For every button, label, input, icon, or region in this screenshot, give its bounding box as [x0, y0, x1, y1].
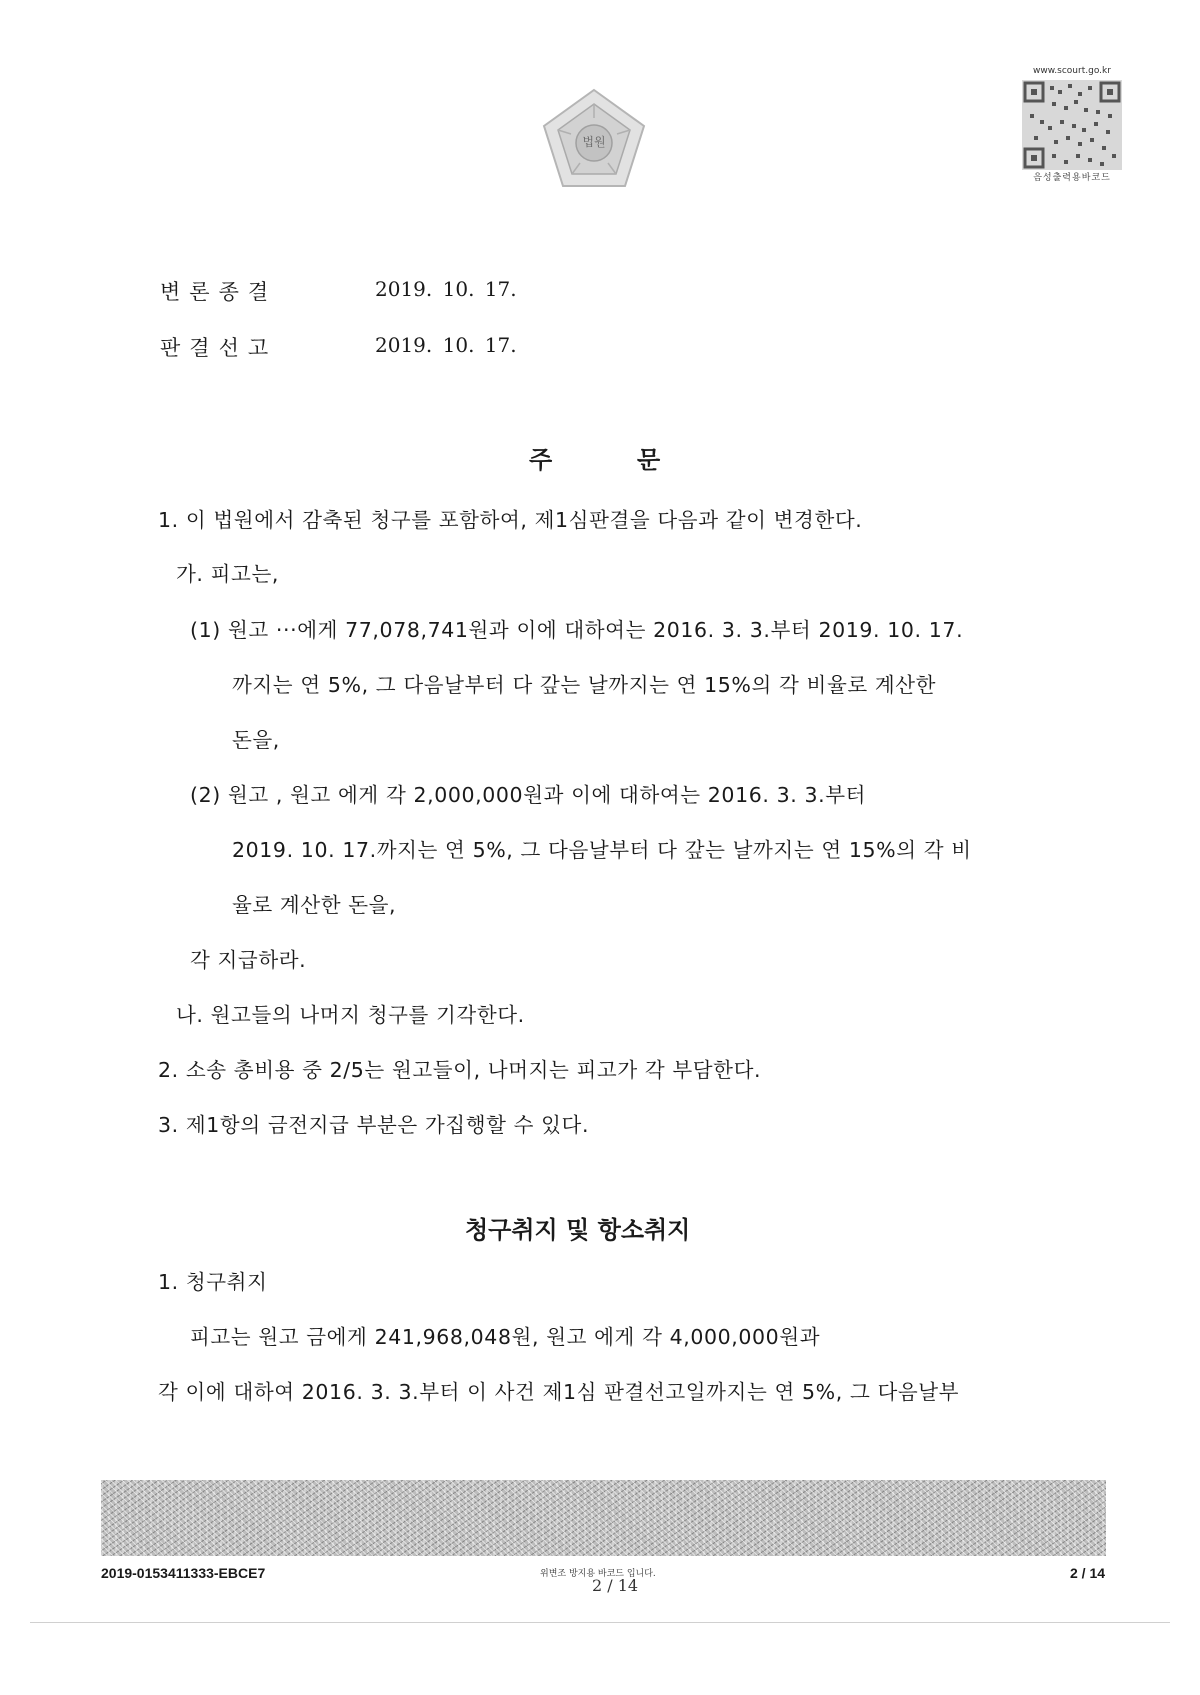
claims-line-1: 피고는 원고 금에게 241,968,048원, 원고 에게 각 4,000,000원과 [190, 1325, 821, 1349]
jumun-line-ga: 가. 피고는, [176, 562, 279, 586]
qr-code-pattern [1022, 80, 1122, 170]
jumun-line-1-1b: 까지는 연 5%, 그 다음날부터 다 갚는 날까지는 연 15%의 각 비율로 계산한 [232, 673, 937, 697]
jumun-line-3: 3. 제1항의 금전지급 부분은 가집행할 수 있다. [158, 1113, 590, 1137]
meta-label-closing: 변론종결 [160, 280, 278, 304]
jumun-line-1: 1. 이 법원에서 감축된 청구를 포함하여, 제1심판결을 다음과 같이 변경한다. [158, 508, 863, 532]
document-id: 2019-0153411333-EBCE7 [101, 1565, 266, 1581]
jumun-line-na: 나. 원고들의 나머지 청구를 기각한다. [176, 1003, 525, 1027]
qr-url: www.scourt.go.kr [1033, 66, 1111, 76]
jumun-line-1-2b: 2019. 10. 17.까지는 연 5%, 그 다음날부터 다 갚는 날까지는 연 15%의 각 비 [232, 838, 972, 862]
jumun-line-1-1c: 돈을, [232, 728, 280, 752]
qr-caption: 음성출력용바코드 [1033, 173, 1111, 183]
jumun-line-1-1: (1) 원고 ···에게 77,078,741원과 이에 대하여는 2016. 3. 3.부터 2019. 10. 17. [190, 618, 964, 642]
claims-line-2: 각 이에 대하여 2016. 3. 3.부터 이 사건 제1심 판결선고일까지는 연 5%, 그 다음날부 [158, 1380, 960, 1404]
emblem-text: 법원 [582, 135, 606, 149]
bottom-rule [30, 1622, 1170, 1623]
jumun-line-1-2: (2) 원고 , 원고 에게 각 2,000,000원과 이에 대하여는 2016. 3. 3.부터 [190, 783, 867, 807]
jumun-line-2: 2. 소송 총비용 중 2/5는 원고들이, 나머지는 피고가 각 부담한다. [158, 1058, 762, 1082]
barcode-notice: 위변조 방지용 바코드 입니다. [540, 1569, 656, 1579]
jumun-line-1-2c: 율로 계산한 돈을, [232, 893, 397, 917]
qr-code [1022, 80, 1122, 170]
anti-forgery-barcode [101, 1480, 1106, 1556]
jumun-title-right: 문 [637, 446, 661, 474]
meta-label-sentencing: 판결선고 [160, 336, 278, 360]
page-number-center: 2 / 14 [592, 1576, 639, 1595]
jumun-line-order: 각 지급하라. [190, 948, 307, 972]
jumun-title-left: 주 [529, 446, 553, 474]
claims-subtitle: 1. 청구취지 [158, 1270, 268, 1294]
meta-date-sentencing: 2019. 10. 17. [375, 333, 517, 357]
page-number: 2 / 14 [1070, 1565, 1106, 1581]
meta-date-closing: 2019. 10. 17. [375, 277, 517, 301]
claims-title: 청구취지 및 항소취지 [465, 1216, 691, 1244]
